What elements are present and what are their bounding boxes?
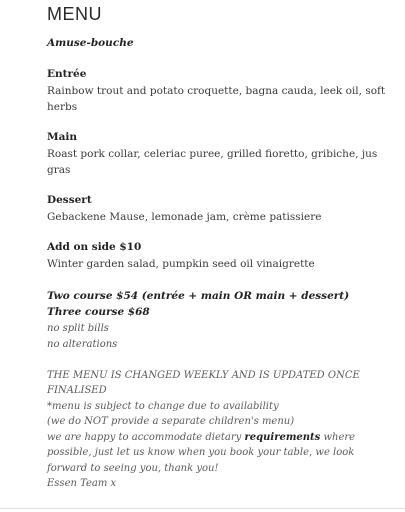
bottom-divider bbox=[0, 508, 405, 509]
signature-line: Essen Team x bbox=[47, 478, 117, 489]
side-heading: Add on side $10 bbox=[47, 241, 142, 253]
entree-description-line-2: herbs bbox=[47, 101, 78, 113]
notice-line-1: THE MENU IS CHANGED WEEKLY AND IS UPDATED ONCE bbox=[47, 370, 360, 381]
three-course-price: Three course $68 bbox=[47, 306, 150, 318]
two-course-price: Two course $54 (entrée + main OR main + dessert) bbox=[47, 290, 350, 302]
notice-line-4: (we do NOT provide a separate children's menu) bbox=[47, 416, 295, 427]
main-description-line-1: Roast pork collar, celeriac puree, grilled fioretto, gribiche, jus bbox=[47, 148, 378, 160]
notice-line-3: *menu is subject to change due to availability bbox=[47, 401, 279, 412]
amuse-bouche-heading: Amuse-bouche bbox=[47, 37, 134, 49]
notice-line-5 bbox=[47, 430, 355, 446]
notice-line-5-start: we are happy to accommodate dietary bbox=[47, 432, 245, 443]
no-alterations-note: no alterations bbox=[47, 339, 118, 350]
page-title: MENU bbox=[47, 4, 102, 24]
notice-line-7: forward to seeing you, thank you! bbox=[47, 463, 219, 474]
notice-line-2: FINALISED bbox=[47, 385, 107, 396]
no-split-bills-note: no split bills bbox=[47, 323, 109, 334]
requirements-emphasis: requirements bbox=[244, 432, 321, 443]
side-description: Winter garden salad, pumpkin seed oil vinaigrette bbox=[47, 258, 315, 270]
dessert-heading: Dessert bbox=[47, 194, 92, 206]
main-description-line-2: gras bbox=[47, 164, 71, 176]
main-heading: Main bbox=[47, 131, 78, 143]
entree-heading: Entrée bbox=[47, 68, 87, 80]
dessert-description: Gebackene Mause, lemonade jam, crème patissiere bbox=[47, 211, 322, 223]
notice-line-6: possible, just let us know when you book your table, we look bbox=[47, 447, 355, 458]
notice-line-5-end: where bbox=[320, 432, 356, 443]
entree-description-line-1: Rainbow trout and potato croquette, bagna cauda, leek oil, soft bbox=[47, 85, 386, 97]
